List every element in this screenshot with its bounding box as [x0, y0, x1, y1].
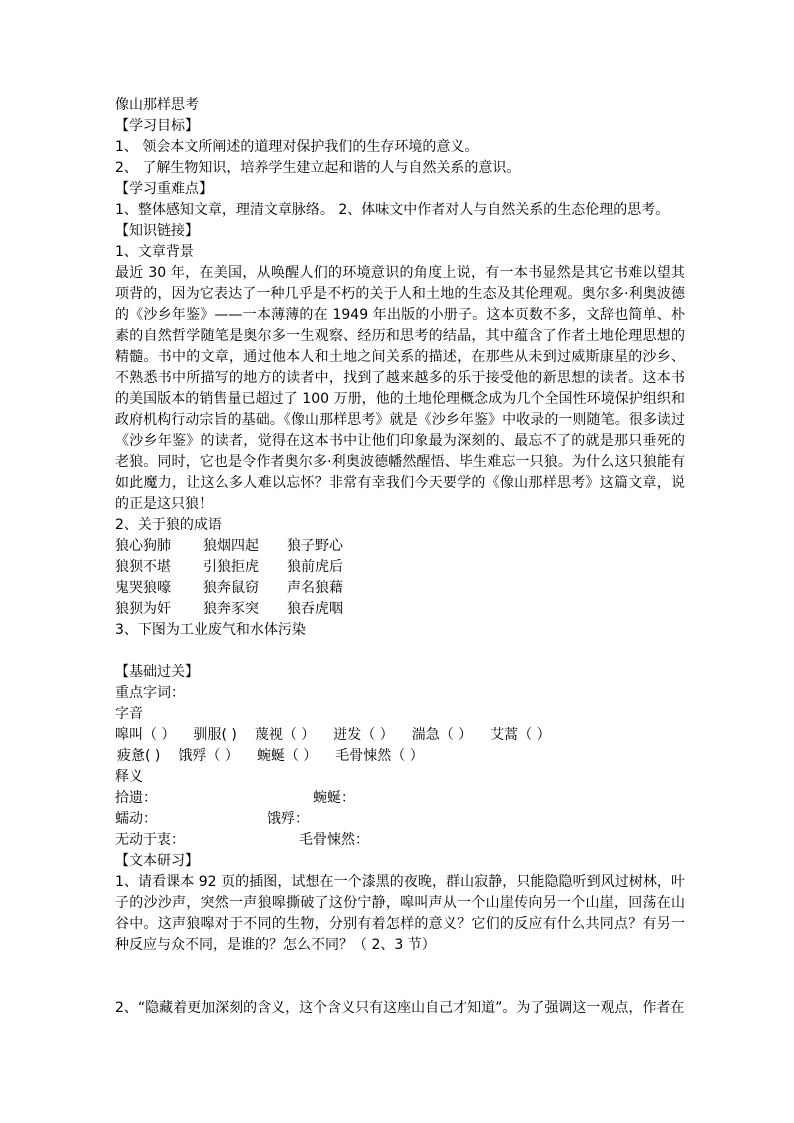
definition-item: 毛骨悚然：	[299, 832, 369, 848]
key-points: 1、整体感知文章，理清文章脉络。 2、体味文中作者对人与自然关系的生态伦理的思考。	[115, 202, 670, 218]
pronunciation-item: 驯服( )	[193, 727, 237, 743]
idiom: 狼心狗肺	[115, 538, 171, 554]
idiom: 声名狼藉	[287, 580, 343, 596]
definition-item: 无动于衷：	[115, 832, 185, 848]
definition-item: 饿殍：	[267, 811, 309, 827]
pronunciation-item: 迸发（ ）	[333, 727, 394, 743]
definition-row	[115, 788, 685, 809]
pronunciation-item: 湍急（ ）	[411, 727, 473, 743]
objective-item: 1、 领会本文所阐述的道理对保护我们的生存环境的意义。	[115, 139, 479, 155]
question-2: 2、“隐藏着更加深刻的含义，这个含义只有这座山自己才知道”。为了强调这一观点，作者在	[115, 1000, 685, 1016]
idiom: 狼奔豕突	[203, 601, 259, 617]
zi-yin-label: 字音	[115, 706, 143, 722]
pronunciation-item: 蔑视（ ）	[254, 727, 316, 743]
idiom: 狼前虎后	[287, 559, 343, 575]
idiom: 狼吞虎咽	[287, 601, 343, 617]
idiom-row	[115, 599, 685, 620]
key-words-label: 重点字词：	[115, 685, 185, 701]
shi-yi-label: 释义	[115, 769, 143, 785]
section-links-heading: 【知识链接】	[115, 223, 199, 239]
idiom: 狼子野心	[287, 538, 343, 554]
idiom-row	[115, 536, 685, 557]
idioms-heading: 2、关于狼的成语	[115, 517, 222, 533]
pronunciation-item: 饿殍（ ）	[178, 748, 239, 764]
question-1: 1、请看课本 92 页的插图，试想在一个漆黑的夜晚，群山寂静，只能隐隐听到风过树林，叶子的沙沙声，突然一声狼嗥撕破了这份宁静，嗥叫声从一个山崖传向另一个山崖，回荡在山谷中。这声狼嗥对于不同的生物，分别有着怎样的意义？它们的反应有什么共同点？有另一种反应与众不同，是谁的？怎么不同？（ 2、3 节）	[115, 874, 685, 953]
section-study-heading: 【文本研习】	[115, 853, 199, 869]
document-page	[115, 95, 685, 1019]
background-heading: 1、文章背景	[115, 244, 194, 260]
idiom: 狼狈为奸	[115, 601, 171, 617]
pronunciation-item: 艾蒿（ ）	[490, 727, 551, 743]
idiom: 引狼拒虎	[203, 559, 259, 575]
pronunciation-row	[115, 746, 685, 767]
idiom: 狼奔鼠窃	[203, 580, 259, 596]
definition-item: 蠕动：	[115, 811, 157, 827]
pronunciation-item: 蜿蜒（ ）	[256, 748, 318, 764]
pollution-heading: 3、下图为工业废气和水体污染	[115, 622, 306, 638]
definition-item: 蜿蜒：	[313, 790, 355, 806]
pronunciation-item: 嗥叫（ ）	[115, 727, 176, 743]
document-title: 像山那样思考	[115, 97, 199, 113]
definition-row	[115, 830, 685, 851]
background-paragraph: 最近 30 年，在美国，从唤醒人们的环境意识的角度上说，有一本书显然是其它书难以望其项背的，因为它表达了一种几乎是不朽的关于人和土地的生态及其伦理观。奥尔多·利奥波德的《沙乡年鉴》——一本薄薄的在 1949 年出版的小册子。这本页数不多，文辞也简单、朴素的自然哲学随笔是奥尔多一生观察、经历和思考的结晶，其中蕴含了作者土地伦理思想的精髓。书中的文章，通过他本人和土地之间关系的描述，在那些从未到过威斯康星的沙乡、不熟悉书中所描写的地方的读者中，找到了越来越多的乐于接受他的新思想的读者。这本书的美国版本的销售量已超过了 100 万册，他的土地伦理概念成为几个全国性环境保护组织和政府机构行动宗旨的基础。《像山那样思考》就是《沙乡年鉴》中收录的一则随笔。很多读过《沙乡年鉴》的读者，觉得在这本书中让他们印象最为深刻的、最忘不了的就是那只垂死的老狼。同时，它也是令作者奥尔多·利奥波德幡然醒悟、毕生难忘一只狼。为什么这只狼能有如此魔力，让这么多人难以忘怀？非常有幸我们今天要学的《像山那样思考》这篇文章，说的正是这只狼！	[115, 265, 685, 512]
definition-item: 拾遗：	[115, 790, 157, 806]
pronunciation-item: 毛骨悚然（ ）	[335, 748, 424, 764]
pronunciation-row	[115, 725, 685, 746]
answer-space	[115, 956, 685, 998]
blank-gap	[115, 641, 685, 662]
idiom: 狼狈不堪	[115, 559, 171, 575]
idiom-row	[115, 557, 685, 578]
pronunciation-item: 疲惫( )	[117, 748, 161, 764]
idiom: 狼烟四起	[203, 538, 259, 554]
section-basic-heading: 【基础过关】	[115, 664, 199, 680]
idiom-row	[115, 578, 685, 599]
section-objectives-heading: 【学习目标】	[115, 118, 199, 134]
definition-row	[115, 809, 685, 830]
objective-item: 2、 了解生物知识，培养学生建立起和谐的人与自然关系的意识。	[115, 160, 521, 176]
section-key-heading: 【学习重难点】	[115, 181, 213, 197]
idiom: 鬼哭狼嚎	[115, 580, 171, 596]
